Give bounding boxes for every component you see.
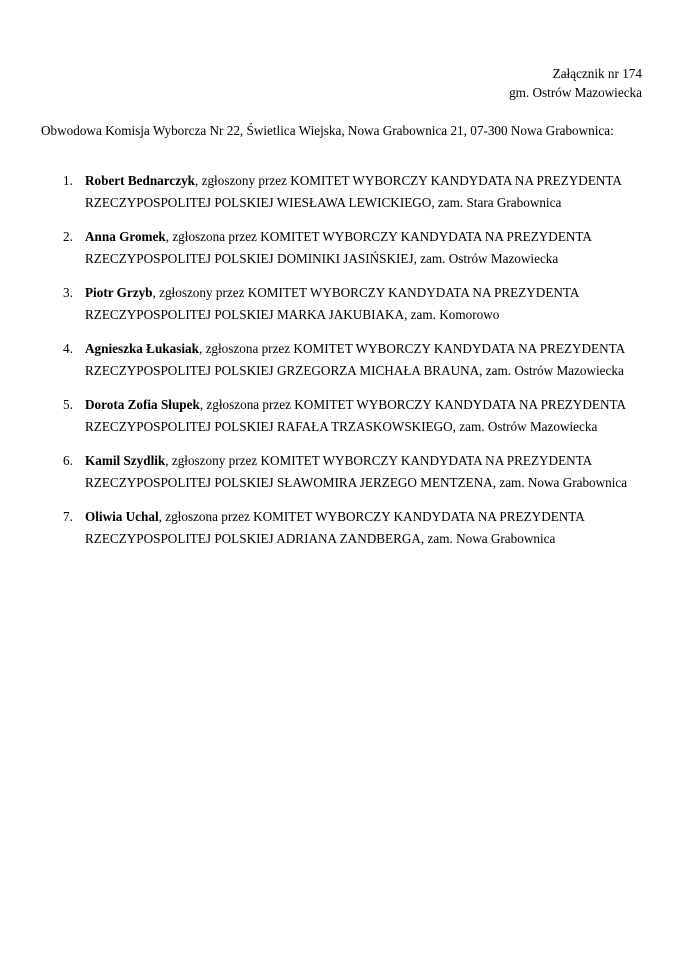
document-header [509,64,642,102]
list-item [0,338,679,381]
attachment-number: Załącznik nr 174 [552,66,642,81]
candidate-details: , zgłoszona przez KOMITET WYBORCZY KANDYDATA NA PREZYDENTA RZECZYPOSPOLITEJ POLSKIEJ ADRIANA ZANDBERGA, zam. Nowa Grabownica [85,509,585,546]
list-item-number: 4. [63,341,73,356]
candidate-details: , zgłoszona przez KOMITET WYBORCZY KANDYDATA NA PREZYDENTA RZECZYPOSPOLITEJ POLSKIEJ GRZEGORZA MICHAŁA BRAUNA, zam. Ostrów Mazowiecka [85,341,625,378]
list-item [0,282,679,325]
list-item [0,506,679,549]
municipality-name: gm. Ostrów Mazowiecka [509,85,642,100]
candidate-name: Agnieszka Łukasiak [85,341,199,356]
candidate-name: Robert Bednarczyk [85,173,196,188]
candidate-name: Oliwia Uchal [85,509,159,524]
candidate-details: , zgłoszona przez KOMITET WYBORCZY KANDYDATA NA PREZYDENTA RZECZYPOSPOLITEJ POLSKIEJ DOMINIKI JASIŃSKIEJ, zam. Ostrów Mazowiecka [85,229,592,266]
candidate-name: Piotr Grzyb [85,285,153,300]
list-item-number: 6. [63,453,73,468]
candidate-list [0,170,679,562]
list-item-number: 1. [63,173,73,188]
list-item-number: 7. [63,509,73,524]
candidate-details: , zgłoszony przez KOMITET WYBORCZY KANDYDATA NA PREZYDENTA RZECZYPOSPOLITEJ POLSKIEJ WIESŁAWA LEWICKIEGO, zam. Stara Grabownica [85,173,622,210]
candidate-name: Anna Gromek [85,229,166,244]
candidate-details: , zgłoszona przez KOMITET WYBORCZY KANDYDATA NA PREZYDENTA RZECZYPOSPOLITEJ POLSKIEJ RAFAŁA TRZASKOWSKIEGO, zam. Ostrów Mazowiecka [85,397,626,434]
candidate-name: Kamil Szydlik [85,453,166,468]
list-item [0,170,679,213]
candidate-name: Dorota Zofia Słupek [85,397,200,412]
list-item-number: 5. [63,397,73,412]
candidate-details: , zgłoszony przez KOMITET WYBORCZY KANDYDATA NA PREZYDENTA RZECZYPOSPOLITEJ POLSKIEJ MARKA JAKUBIAKA, zam. Komorowo [85,285,579,322]
page-title: Obwodowa Komisja Wyborcza Nr 22, Świetlica Wiejska, Nowa Grabownica 21, 07-300 Nowa Grabownica: [41,123,614,138]
list-item-number: 3. [63,285,73,300]
candidate-details: , zgłoszony przez KOMITET WYBORCZY KANDYDATA NA PREZYDENTA RZECZYPOSPOLITEJ POLSKIEJ SŁAWOMIRA JERZEGO MENTZENA, zam. Nowa Grabownica [85,453,628,490]
list-item-number: 2. [63,229,73,244]
list-item [0,226,679,269]
list-item [0,450,679,493]
list-item [0,394,679,437]
